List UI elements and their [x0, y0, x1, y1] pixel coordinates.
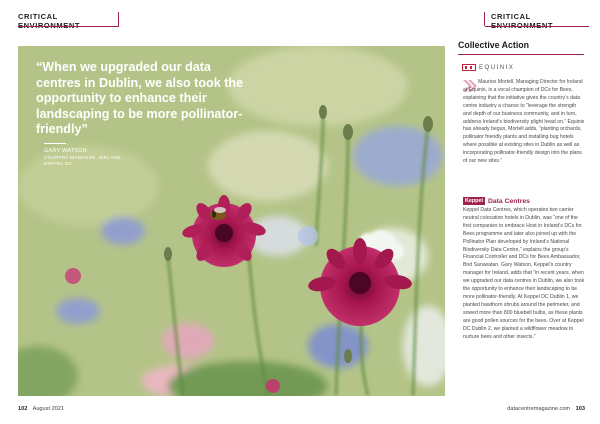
attribution-role-line1: COUNTRY MANAGER, IRELAND,	[44, 154, 123, 160]
section-header-left	[18, 12, 119, 26]
keppel-logo	[463, 196, 530, 206]
attribution-rule	[44, 143, 66, 144]
wildflower-photo	[18, 46, 445, 396]
equinix-wordmark: EQUINIX	[479, 64, 515, 71]
section-header-right	[484, 12, 588, 26]
sidebar-column	[458, 40, 588, 71]
sidebar-paragraph-keppel: Keppel Data Centres, which operates two carrier neutral colocation hotels in Dublin, was “one of the first companies to embrace Host in Ireland’s DCs for Bees programme and later also joined up with the Pollinator Plan developed by Ireland’s National Biodiversity Data Centre,” explains the group’s Financial Controller and DCs for Bees Ambassador, Bnd Saruwatan. Gary Watson, Keppel’s country manager for Ireland, adds that “in recent years, when we upgraded our data centres in Dublin, we also took the opportunity to enhance their landscaping to be more pollinator-friendly. At Keppel DC Dublin 1, we planted hawthorn shrubs around the perimeter, and sowed more than 800 bluebell bulbs, as these plants are good pollen sources for the bees. Over at Keppel DC Dublin 2, we planted a wildflower meadow to nurture bees and other insects.”	[463, 207, 585, 340]
sidebar-title: Collective Action	[458, 40, 584, 55]
section-header-right-label: CRITICAL	[491, 12, 531, 21]
paragraph1-text: Maurice Mortell, Managing Director for Ireland at Equinix, is a vocal champion of DCs for Bees, explaining that the initiative gives the country’s data centre industry a chance to “leverage the strength and depth of our business community, and in turn, address Ireland’s biodiversity plight head on.” Equinix has already begun, Mortell adds, “planting orchards, pollinator friendly plants and installing bug hotels where possible at existing sites in Dublin as well as incorporating pollinator-friendly design into the plans of our new sites.”	[463, 79, 585, 165]
footer-right	[507, 406, 585, 412]
pull-quote: “When we upgraded our data centres in Dublin, we also took the opportunity to enhance their landscaping to be more pollinator-friendly”	[36, 60, 244, 137]
attribution-name: GARY WATSON	[44, 148, 87, 154]
equinix-mark-icon	[462, 64, 476, 71]
footer-site: datacentremagazine.com	[507, 406, 571, 412]
keppel-logo-box: Keppel	[465, 198, 483, 204]
sidebar-paragraph-equinix	[463, 79, 586, 166]
section-header-left-rule	[18, 26, 119, 27]
attribution-role-line2: KEPPEL DC	[44, 160, 73, 166]
keppel-logo-name: Data Centres	[487, 197, 530, 205]
section-header-left-label: CRITICAL	[18, 12, 58, 21]
section-header-right-rule	[485, 26, 589, 27]
page-number-left: 102	[18, 406, 28, 412]
issue-date: August 2021	[32, 406, 65, 412]
equinix-logo	[462, 64, 514, 71]
footer-left	[18, 406, 64, 412]
page-number-right: 103	[575, 406, 585, 412]
pull-quote-attribution	[44, 143, 164, 167]
